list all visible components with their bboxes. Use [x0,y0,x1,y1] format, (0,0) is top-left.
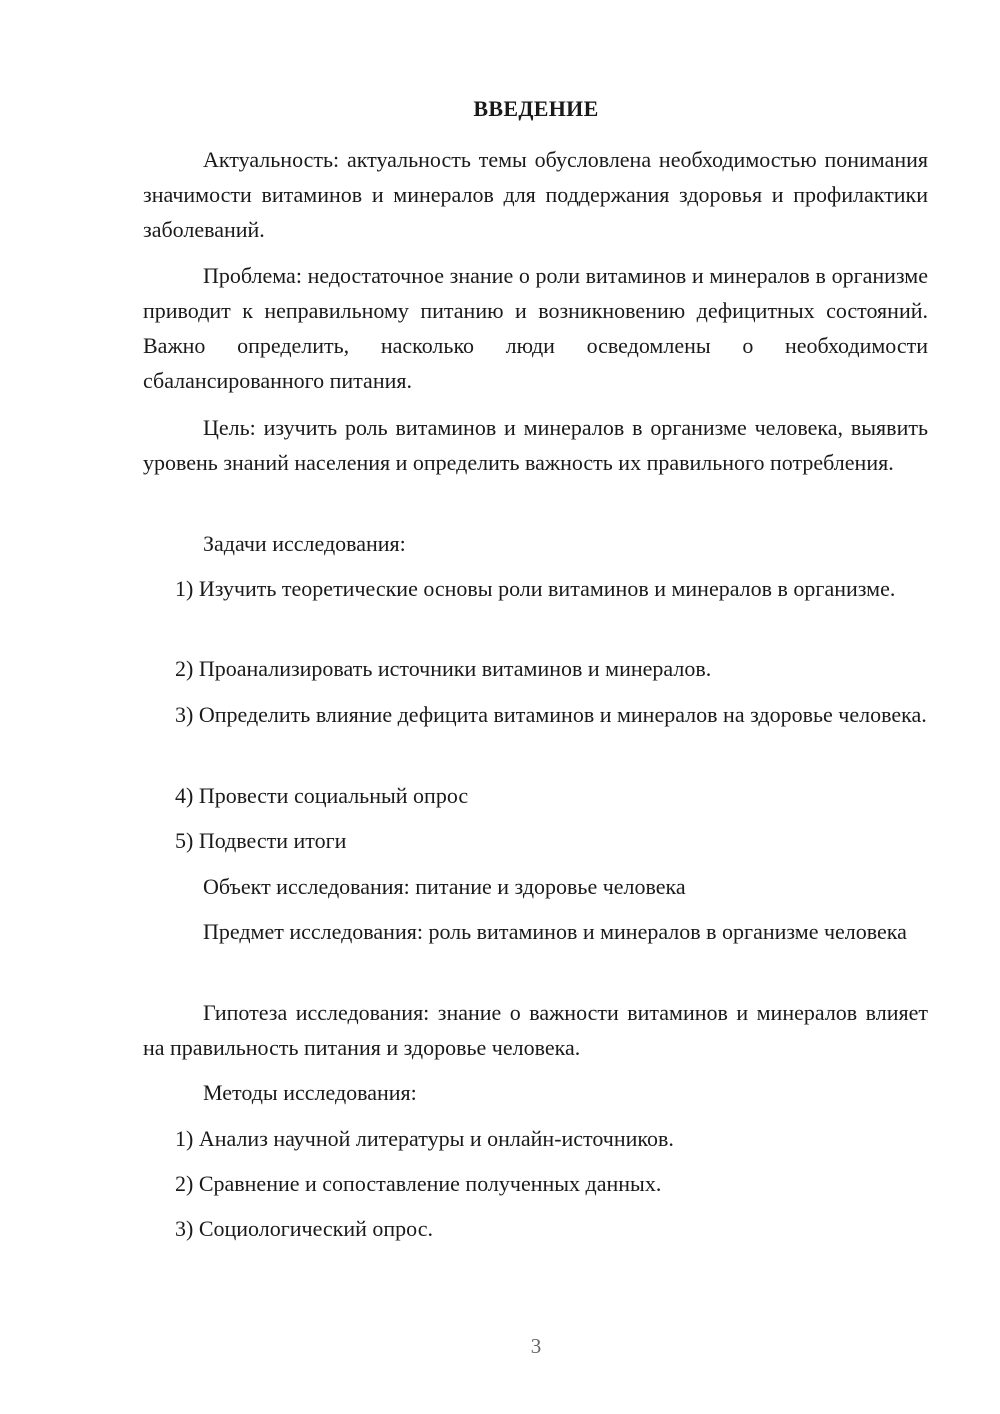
tasks-title: Задачи исследования: [203,531,406,556]
section-heading: ВВЕДЕНИЕ [473,96,599,121]
task-item-1: 1) Изучить теоретические основы роли витаминов и минералов в организме. [175,576,896,601]
task-item-2: 2) Проанализировать источники витаминов и минералов. [175,656,712,681]
method-item-1: 1) Анализ научной литературы и онлайн-источников. [175,1126,674,1151]
page-number: 3 [530,1334,542,1358]
methods-title: Методы исследования: [203,1080,417,1105]
hypothesis-paragraph: Гипотеза исследования: знание о важности витаминов и минералов влияет на правильность питания и здоровье человека. [143,1000,928,1060]
method-item-2: 2) Сравнение и сопоставление полученных данных. [175,1171,662,1196]
problem-paragraph: Проблема: недостаточное знание о роли витаминов и минералов в организме приводит к неправильному питанию и возникновению дефицитных состояний. Важно определить, насколько люди осведомлены о необходимости сбалансированного питания. [143,263,928,393]
task-item-3: 3) Определить влияние дефицита витаминов и минералов на здоровье человека. [175,702,927,727]
subject-paragraph: Предмет исследования: роль витаминов и минералов в организме человека [203,919,907,944]
relevance-paragraph: Актуальность: актуальность темы обусловлена необходимостью понимания значимости витаминов и минералов для поддержания здоровья и профилактики заболеваний. [143,147,928,242]
object-paragraph: Объект исследования: питание и здоровье человека [203,874,686,899]
goal-paragraph: Цель: изучить роль витаминов и минералов в организме человека, выявить уровень знаний населения и определить важность их правильного потребления. [143,415,928,475]
method-item-3: 3) Социологический опрос. [175,1216,433,1241]
task-item-5: 5) Подвести итоги [175,828,347,853]
task-item-4: 4) Провести социальный опрос [175,783,469,808]
